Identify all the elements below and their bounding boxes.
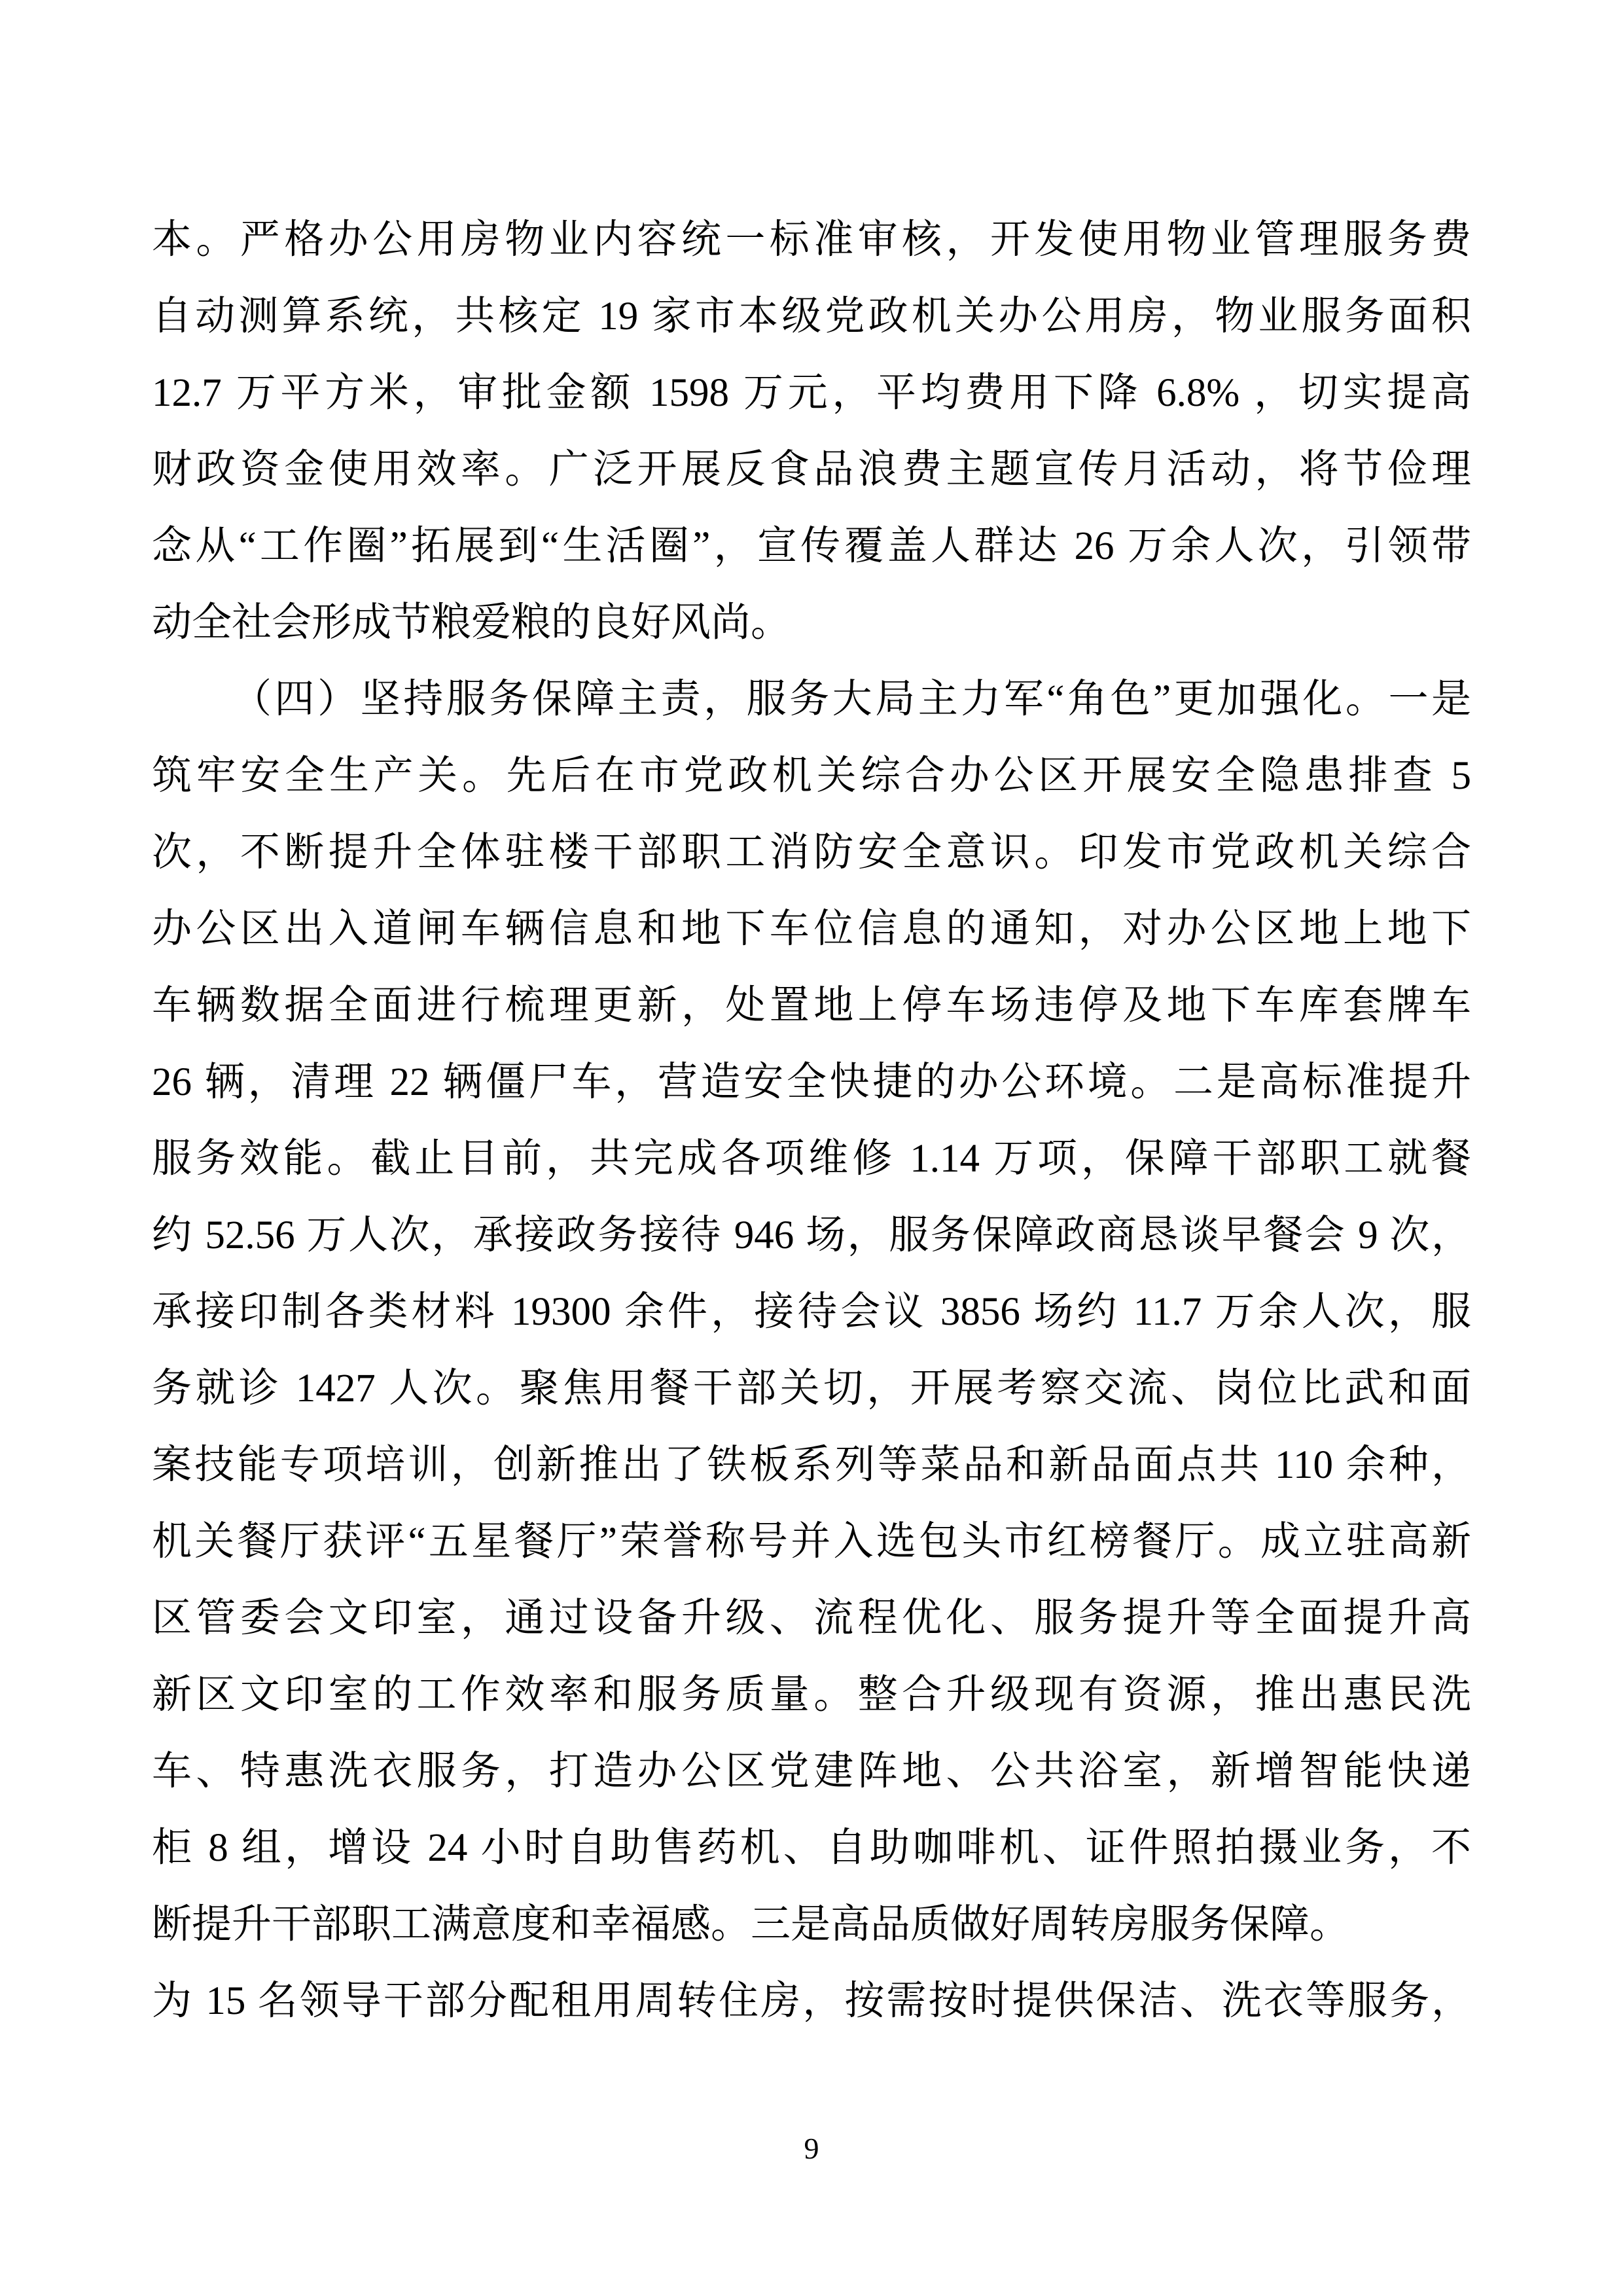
text-line: （四）坚持服务保障主责，服务大局主力军“角色”更加强化。一是 (232, 677, 1471, 721)
text-line: 约 52.56 万人次，承接政务接待 946 场，服务保障政商恳谈早餐会 9 次， (152, 1213, 1471, 1257)
text-line: 为 15 名领导干部分配租用周转住房，按需按时提供保洁、洗衣等服务， (152, 1979, 1471, 2023)
text-line: 车、特惠洗衣服务，打造办公区党建阵地、公共浴室，新增智能快递 (152, 1749, 1471, 1793)
text-line: 本。严格办公用房物业内容统一标准审核，开发使用物业管理服务费 (152, 218, 1471, 262)
text-line: 筑牢安全生产关。先后在市党政机关综合办公区开展安全隐患排查 5 (152, 754, 1471, 798)
document-body (152, 202, 1471, 2039)
text-line: 区管委会文印室，通过设备升级、流程优化、服务提升等全面提升高 (152, 1596, 1471, 1640)
text-line: 念从“工作圈”拓展到“生活圈”，宣传覆盖人群达 26 万余人次，引领带 (152, 524, 1471, 568)
text-line: 12.7 万平方米，审批金额 1598 万元，平均费用下降 6.8% ，切实提高 (152, 371, 1471, 415)
text-line: 财政资金使用效率。广泛开展反食品浪费主题宣传月活动，将节俭理 (152, 448, 1471, 492)
text-line: 自动测算系统，共核定 19 家市本级党政机关办公用房，物业服务面积 (152, 295, 1471, 338)
text-line: 动全社会形成节粮爱粮的良好风尚。 (152, 601, 791, 645)
text-line: 案技能专项培训，创新推出了铁板系列等菜品和新品面点共 110 余种， (152, 1443, 1471, 1487)
text-line: 务就诊 1427 人次。聚焦用餐干部关切，开展考察交流、岗位比武和面 (152, 1367, 1471, 1410)
text-line: 柜 8 组，增设 24 小时自助售药机、自助咖啡机、证件照拍摄业务，不 (152, 1826, 1471, 1870)
text-line: 车辆数据全面进行梳理更新，处置地上停车场违停及地下车库套牌车 (152, 984, 1471, 1028)
text-line: 机关餐厅获评“五星餐厅”荣誉称号并入选包头市红榜餐厅。成立驻高新 (152, 1520, 1471, 1564)
page-number: 9 (804, 2132, 819, 2165)
text-line: 服务效能。截止目前，共完成各项维修 1.14 万项，保障干部职工就餐 (152, 1137, 1471, 1181)
text-line: 办公区出入道闸车辆信息和地下车位信息的通知，对办公区地上地下 (152, 907, 1471, 951)
text-line: 新区文印室的工作效率和服务质量。整合升级现有资源，推出惠民洗 (152, 1673, 1471, 1717)
text-line: 断提升干部职工满意度和幸福感。三是高品质做好周转房服务保障。 (152, 1903, 1350, 1946)
text-line: 承接印制各类材料 19300 余件，接待会议 3856 场约 11.7 万余人次，服 (152, 1290, 1471, 1334)
text-line: 26 辆，清理 22 辆僵尸车，营造安全快捷的办公环境。二是高标准提升 (152, 1060, 1471, 1104)
text-line: 次，不断提升全体驻楼干部职工消防安全意识。印发市党政机关综合 (152, 831, 1471, 874)
